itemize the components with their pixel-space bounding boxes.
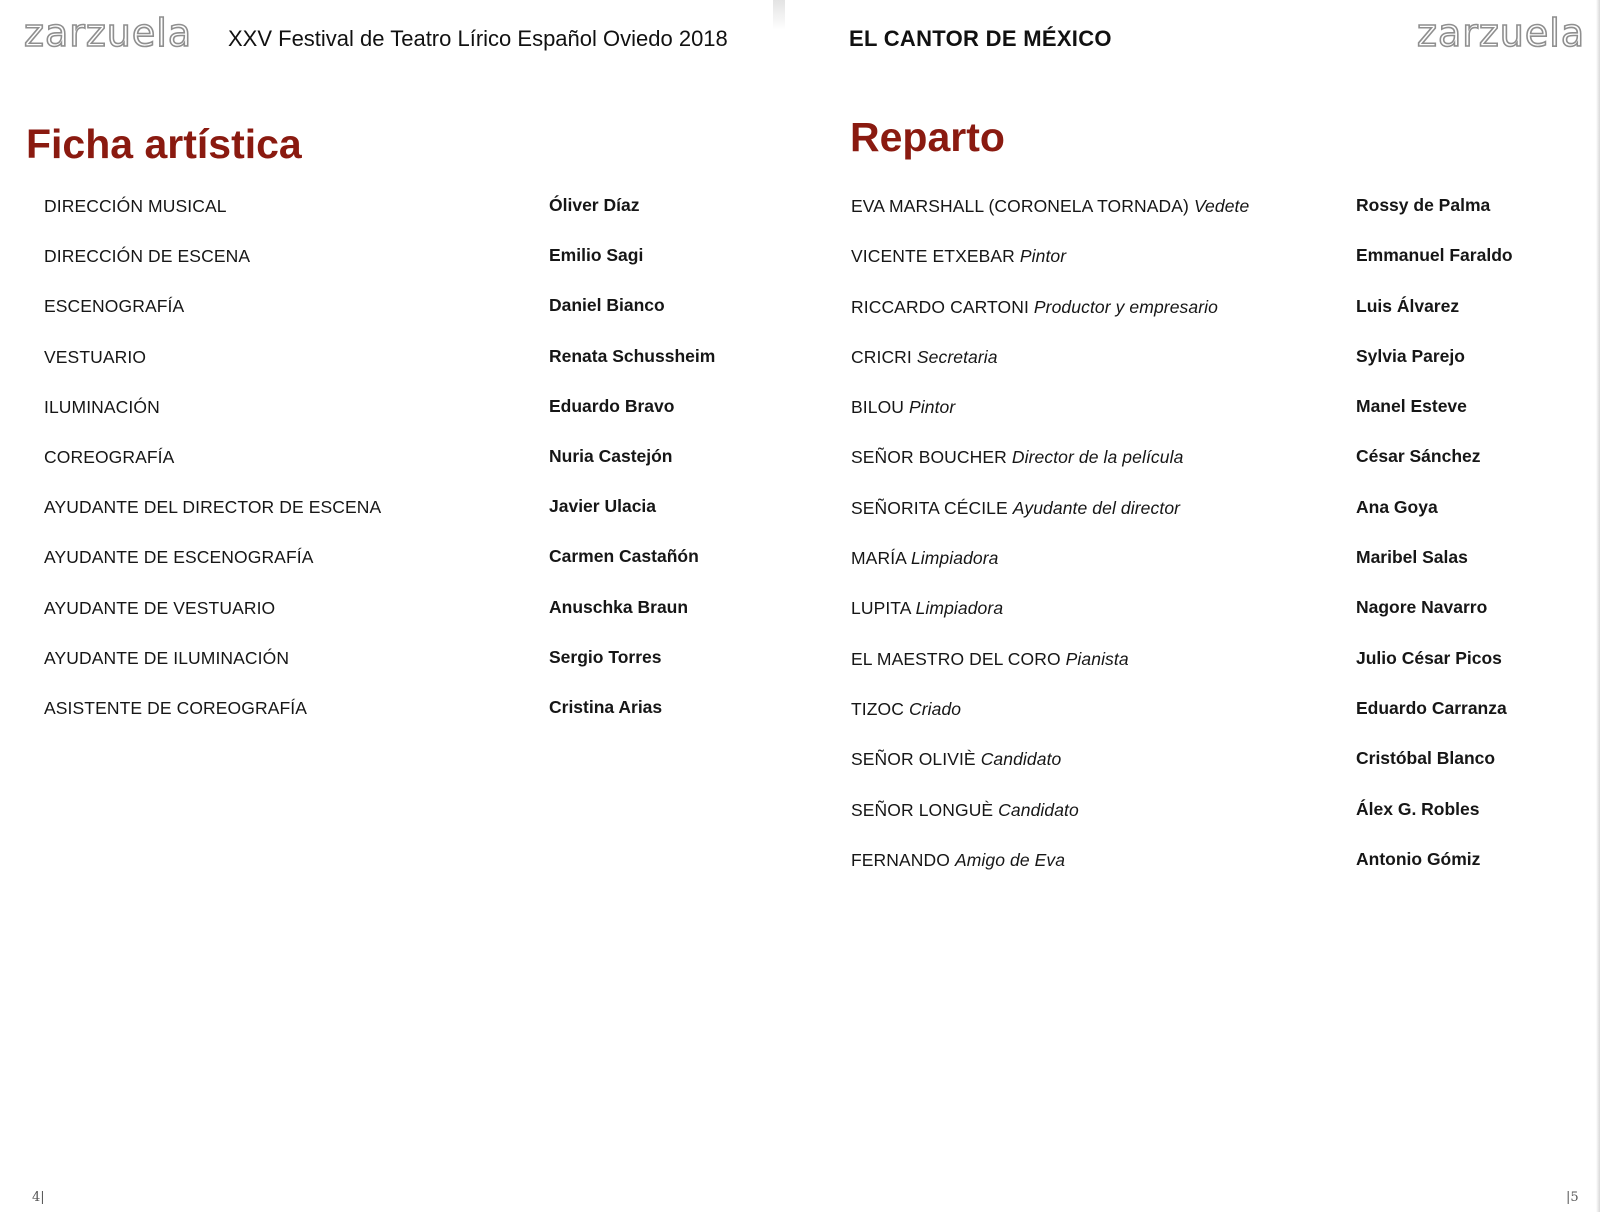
character-name: CRICRI bbox=[851, 346, 912, 367]
credit-row bbox=[0, 487, 800, 537]
work-title-running-head: EL CANTOR DE MÉXICO bbox=[849, 26, 1112, 51]
cast-row bbox=[800, 639, 1600, 689]
credit-row bbox=[0, 186, 800, 236]
cast-character bbox=[851, 548, 999, 569]
credit-role: DIRECCIÓN MUSICAL bbox=[44, 196, 227, 216]
character-name: LUPITA bbox=[851, 598, 911, 619]
credit-role: ILUMINACIÓN bbox=[44, 396, 160, 417]
character-name: TIZOC bbox=[851, 698, 904, 719]
credit-role: DIRECCIÓN DE ESCENA bbox=[44, 246, 251, 267]
character-description: Amigo de Eva bbox=[954, 849, 1066, 870]
credit-name: Cristina Arias bbox=[549, 696, 663, 717]
page-number-left: 4| bbox=[32, 1190, 45, 1205]
cast-row bbox=[800, 236, 1600, 286]
character-description: Limpiadora bbox=[915, 598, 1004, 619]
credit-name: Óliver Díaz bbox=[549, 195, 640, 215]
character-description: Pintor bbox=[1019, 246, 1067, 267]
brand-logo-right: zarzuela bbox=[1417, 11, 1586, 55]
credit-role: AYUDANTE DE VESTUARIO bbox=[44, 597, 276, 618]
credit-name: Sergio Torres bbox=[549, 646, 662, 667]
cast-character bbox=[851, 498, 1180, 519]
cast-row bbox=[800, 790, 1600, 840]
credit-row bbox=[0, 588, 800, 638]
cast-row bbox=[800, 186, 1600, 236]
credit-row bbox=[0, 387, 800, 437]
credit-name: Anuschka Braun bbox=[549, 596, 689, 617]
character-description: Pianista bbox=[1065, 648, 1129, 669]
credit-name: Renata Schussheim bbox=[549, 345, 716, 366]
credit-role: VESTUARIO bbox=[44, 346, 147, 367]
character-description: Ayudante del director bbox=[1012, 497, 1181, 518]
cast-character bbox=[851, 447, 1183, 468]
character-name: VICENTE ETXEBAR bbox=[851, 246, 1015, 267]
credit-row bbox=[0, 638, 800, 688]
cast-character bbox=[851, 196, 1249, 217]
cast-performer: César Sánchez bbox=[1356, 446, 1481, 467]
cast-row bbox=[800, 840, 1600, 890]
cast-row bbox=[800, 387, 1600, 437]
book-spine-shadow bbox=[773, 0, 785, 30]
credit-name: Carmen Castañón bbox=[549, 546, 699, 567]
character-description: Limpiadora bbox=[910, 548, 999, 569]
character-description: Candidato bbox=[998, 799, 1079, 820]
cast-row bbox=[800, 588, 1600, 638]
brand-logo-left: zarzuela bbox=[24, 11, 193, 55]
credit-role: AYUDANTE DE ESCENOGRAFÍA bbox=[44, 547, 314, 568]
ficha-artistica-title: Ficha artística bbox=[26, 121, 302, 167]
character-name: SEÑOR LONGUÈ bbox=[851, 799, 994, 820]
cast-character bbox=[851, 598, 1003, 619]
artistic-credits-list bbox=[0, 186, 800, 738]
character-description: Director de la película bbox=[1011, 447, 1184, 468]
character-name: FERNANDO bbox=[851, 849, 950, 870]
cast-performer: Sylvia Parejo bbox=[1356, 345, 1465, 366]
right-page bbox=[800, 0, 1600, 1212]
character-name: EVA MARSHALL (CORONELA TORNADA) bbox=[851, 196, 1189, 216]
credit-name: Emilio Sagi bbox=[549, 245, 644, 266]
credit-role: ESCENOGRAFÍA bbox=[44, 296, 185, 317]
cast-character bbox=[851, 800, 1079, 821]
character-description: Secretaria bbox=[916, 346, 998, 367]
character-name: SEÑORITA CÉCILE bbox=[851, 497, 1008, 518]
cast-row bbox=[800, 287, 1600, 337]
character-name: SEÑOR OLIVIÈ bbox=[851, 749, 976, 770]
cast-character bbox=[851, 297, 1218, 318]
cast-row bbox=[800, 739, 1600, 789]
cast-performer: Eduardo Carranza bbox=[1356, 697, 1507, 718]
credit-name: Nuria Castejón bbox=[549, 445, 673, 466]
character-name: BILOU bbox=[851, 397, 905, 418]
cast-performer: Maribel Salas bbox=[1356, 547, 1468, 568]
page-number-right: |5 bbox=[1566, 1190, 1579, 1205]
cast-row bbox=[800, 538, 1600, 588]
cast-performer: Ana Goya bbox=[1356, 496, 1438, 517]
credit-row bbox=[0, 337, 800, 387]
credit-name: Javier Ulacia bbox=[549, 496, 657, 517]
cast-performer: Cristóbal Blanco bbox=[1356, 748, 1496, 769]
cast-performer: Emmanuel Faraldo bbox=[1356, 245, 1513, 266]
cast-character bbox=[851, 749, 1061, 770]
cast-performer: Julio César Picos bbox=[1356, 647, 1502, 668]
credit-row bbox=[0, 437, 800, 487]
character-description: Pintor bbox=[909, 397, 956, 418]
character-description: Productor y empresario bbox=[1033, 296, 1218, 317]
cast-performer: Luis Álvarez bbox=[1356, 295, 1460, 316]
credit-row bbox=[0, 688, 800, 738]
credit-name: Eduardo Bravo bbox=[549, 395, 675, 416]
cast-list bbox=[800, 186, 1600, 890]
cast-performer: Nagore Navarro bbox=[1356, 597, 1488, 618]
character-name: MARÍA bbox=[851, 548, 906, 569]
cast-character bbox=[851, 649, 1129, 670]
cast-character bbox=[851, 397, 955, 418]
cast-character bbox=[851, 699, 961, 720]
scan-edge-shadow bbox=[1596, 0, 1600, 1212]
festival-running-head: XXV Festival de Teatro Lírico Español Oviedo 2018 bbox=[228, 26, 728, 51]
character-description: Criado bbox=[908, 698, 962, 719]
cast-performer: Manel Esteve bbox=[1356, 396, 1467, 417]
character-name: SEÑOR BOUCHER bbox=[851, 447, 1007, 468]
cast-row bbox=[800, 488, 1600, 538]
cast-row bbox=[800, 437, 1600, 487]
character-description: Candidato bbox=[980, 749, 1062, 770]
character-name: RICCARDO CARTONI bbox=[851, 296, 1029, 317]
cast-row bbox=[800, 689, 1600, 739]
credit-role: AYUDANTE DEL DIRECTOR DE ESCENA bbox=[44, 497, 382, 518]
cast-performer: Rossy de Palma bbox=[1356, 195, 1491, 215]
reparto-title: Reparto bbox=[850, 114, 1005, 160]
cast-character bbox=[851, 850, 1065, 871]
cast-performer: Álex G. Robles bbox=[1356, 798, 1480, 819]
credit-name: Daniel Bianco bbox=[549, 295, 665, 316]
cast-character bbox=[851, 347, 998, 368]
credit-role: COREOGRAFÍA bbox=[44, 446, 175, 467]
credit-row bbox=[0, 236, 800, 286]
character-name: EL MAESTRO DEL CORO bbox=[851, 648, 1061, 669]
cast-performer: Antonio Gómiz bbox=[1356, 848, 1481, 869]
credit-role: AYUDANTE DE ILUMINACIÓN bbox=[44, 647, 290, 668]
credit-row bbox=[0, 537, 800, 587]
character-description: Vedete bbox=[1193, 196, 1250, 216]
credit-row bbox=[0, 286, 800, 336]
credit-role: ASISTENTE DE COREOGRAFÍA bbox=[44, 697, 307, 718]
cast-character bbox=[851, 246, 1066, 267]
cast-row bbox=[800, 337, 1600, 387]
